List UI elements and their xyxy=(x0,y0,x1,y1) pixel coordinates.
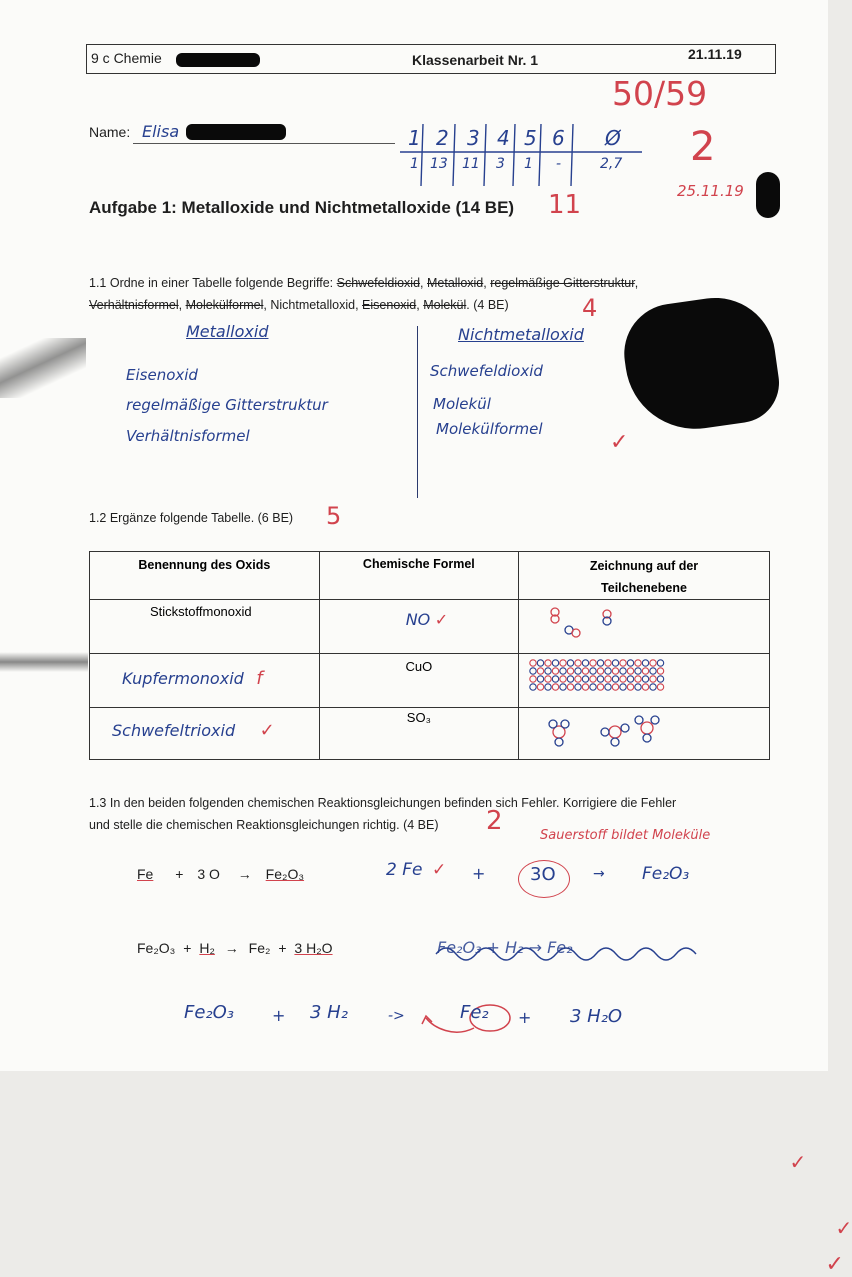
task-number-5: 5 xyxy=(524,126,537,150)
lattice-particle xyxy=(582,660,588,666)
task-number-average: Ø xyxy=(605,126,621,150)
lattice-particle xyxy=(552,676,558,682)
lattice-particle xyxy=(537,676,543,682)
q11-points: 4 xyxy=(582,294,597,322)
table-row xyxy=(90,654,770,708)
lattice-particle xyxy=(650,660,656,666)
lattice-particle xyxy=(590,668,596,674)
lattice-particle xyxy=(545,684,551,690)
lattice-particle xyxy=(575,660,581,666)
lattice-particle xyxy=(627,676,633,682)
lattice-particle xyxy=(560,668,566,674)
lattice-particle xyxy=(530,684,536,690)
eq1-fix-c: Fe₂O₃ xyxy=(642,864,689,884)
lattice-particle xyxy=(635,668,641,674)
eq1-fix-b: 3O xyxy=(530,864,556,885)
lattice-particle xyxy=(560,660,566,666)
oxide-table xyxy=(89,551,770,760)
redaction-mark xyxy=(176,53,260,67)
table-header-cell xyxy=(519,552,770,600)
eq1-arrow: → xyxy=(238,866,252,882)
nichtmetalloxid-item-3: Molekülformel xyxy=(436,420,543,438)
column-divider xyxy=(417,326,418,498)
table-cell xyxy=(519,708,770,760)
check-mark: ✓ xyxy=(435,610,448,629)
table-cell xyxy=(519,654,770,708)
lattice-particle xyxy=(612,660,618,666)
header-oxide-name: Benennung des Oxids xyxy=(90,552,319,572)
lattice-particle xyxy=(612,676,618,682)
particle-drawing-no xyxy=(519,600,769,648)
lattice-particle xyxy=(642,676,648,682)
check-mark: ✓ xyxy=(826,1252,844,1277)
eq1-fix-check: ✓ xyxy=(432,860,446,880)
table-cell xyxy=(319,600,518,654)
name-label: Name: xyxy=(89,124,130,140)
lattice-particle xyxy=(582,684,588,690)
lattice-particle xyxy=(530,668,536,674)
q13-comment: Sauerstoff bildet Moleküle xyxy=(540,828,710,843)
table-row xyxy=(90,708,770,760)
lattice-particle xyxy=(582,668,588,674)
lattice-particle xyxy=(567,660,573,666)
lattice-particle xyxy=(642,660,648,666)
eq2-term-b: H₂ xyxy=(199,940,215,956)
lattice-particle xyxy=(552,660,558,666)
task1-heading: Aufgabe 1: Metalloxide und Nichtmetalloxide (14 BE) xyxy=(89,198,514,218)
eq2-fix-plus1: + xyxy=(272,1006,285,1025)
header-drawing-line1: Zeichnung auf der xyxy=(590,559,698,573)
task-points-5: 1 xyxy=(524,156,533,172)
metalloxid-item-1: Eisenoxid xyxy=(126,366,198,384)
lattice-particle xyxy=(597,676,603,682)
q11-sep: , xyxy=(416,298,423,312)
q11-term-eisenoxid: Eisenoxid xyxy=(362,298,416,312)
lattice-particle xyxy=(605,660,611,666)
lattice-particle xyxy=(657,676,663,682)
lattice-particle xyxy=(567,684,573,690)
eq2-fix-c: Fe₂ xyxy=(460,1002,489,1023)
lattice-particle xyxy=(597,660,603,666)
lattice-particle xyxy=(620,684,626,690)
eq2-plus1: + xyxy=(183,940,191,956)
q11-term-gitterstruktur: regelmäßige Gitterstruktur xyxy=(490,276,635,290)
lattice-particle xyxy=(612,684,618,690)
metalloxid-item-2: regelmäßige Gitterstruktur xyxy=(126,396,328,414)
header-formula: Chemische Formel xyxy=(320,552,518,571)
lattice-particle xyxy=(627,684,633,690)
q11-term-molekuel: Molekül xyxy=(423,298,466,312)
table-cell xyxy=(90,654,320,708)
q12-prompt: 1.2 Ergänze folgende Tabelle. (6 BE) xyxy=(89,511,293,525)
eq2-term-d: 3 H₂O xyxy=(294,940,332,956)
redaction-mark xyxy=(756,172,780,218)
eq2-term-c: Fe₂ xyxy=(249,940,271,956)
lattice-particle xyxy=(545,676,551,682)
lattice-particle xyxy=(590,660,596,666)
task-points-6: - xyxy=(556,156,561,172)
q13-points: 2 xyxy=(486,806,503,836)
task-points-4: 3 xyxy=(496,156,505,172)
exam-title: Klassenarbeit Nr. 1 xyxy=(412,52,538,68)
q11-term-metalloxid: Metalloxid xyxy=(427,276,483,290)
q11-sep: , xyxy=(635,276,638,290)
error-mark: f xyxy=(256,668,262,689)
q11-sep: , xyxy=(483,276,490,290)
task-points-3: 11 xyxy=(462,156,480,172)
lattice-particle xyxy=(530,676,536,682)
lattice-particle xyxy=(545,668,551,674)
lattice-particle xyxy=(552,668,558,674)
q11-term-verhaeltnisformel: Verhältnisformel xyxy=(89,298,179,312)
oxide-name: Stickstoffmonoxid xyxy=(90,600,319,619)
lattice-particle xyxy=(537,668,543,674)
q11-sep: , Nichtmetalloxid, xyxy=(263,298,362,312)
lattice-particle xyxy=(627,660,633,666)
q11-text-end: . (4 BE) xyxy=(466,298,508,312)
table-row xyxy=(90,600,770,654)
table-cell xyxy=(519,600,770,654)
table-header-cell xyxy=(90,552,320,600)
oxide-name: Kupfermonoxid xyxy=(122,669,244,688)
lattice-particle xyxy=(650,684,656,690)
lattice-particle xyxy=(612,668,618,674)
eq2-arrow: → xyxy=(225,940,239,956)
eq2-fix-b: 3 H₂ xyxy=(310,1002,348,1023)
lattice-particle xyxy=(605,684,611,690)
lattice-particle xyxy=(620,660,626,666)
check-mark: ✓ xyxy=(836,1216,852,1240)
lattice-particle xyxy=(537,684,543,690)
signed-date: 25.11.19 xyxy=(677,182,744,200)
oxide-name: Schwefeltrioxid xyxy=(112,721,235,740)
eq2-scribble: Fe₂O₃ + H₂ → Fe₂ xyxy=(437,938,573,957)
name-underline xyxy=(133,143,395,144)
eq2-plus2: + xyxy=(278,940,286,956)
lattice-particle xyxy=(582,676,588,682)
lattice-particle xyxy=(650,676,656,682)
q13-prompt-line2: und stelle die chemischen Reaktionsgleichungen richtig. (4 BE) xyxy=(89,818,439,832)
header-drawing-line2: Teilchenebene xyxy=(601,581,687,595)
lattice-particle xyxy=(642,684,648,690)
binder-clip-shadow xyxy=(0,338,86,398)
q11-term-molekuelformel: Molekülformel xyxy=(186,298,264,312)
q11-term-schwefeldioxid: Schwefeldioxid xyxy=(337,276,420,290)
table-cell xyxy=(90,708,320,760)
eq1-printed xyxy=(137,866,304,882)
grade: 2 xyxy=(690,124,715,170)
student-name: Elisa xyxy=(142,122,179,141)
formula-value: NO xyxy=(406,610,431,629)
table-header-cell xyxy=(319,552,518,600)
lattice-particle xyxy=(575,668,581,674)
eq2-term-a: Fe₂O₃ xyxy=(137,940,175,956)
eq2-fix-d: 3 H₂O xyxy=(570,1006,622,1027)
eq1-fix-arrow: → xyxy=(593,866,605,882)
q11-sep: , xyxy=(420,276,427,290)
eq2-fix-a: Fe₂O₃ xyxy=(184,1002,234,1023)
lattice-particle xyxy=(620,676,626,682)
lattice-particle xyxy=(597,684,603,690)
lattice-particle xyxy=(590,684,596,690)
lattice-particle xyxy=(575,676,581,682)
task-number-3: 3 xyxy=(467,126,480,150)
particle-drawing-cuo-lattice xyxy=(519,654,769,702)
lattice-particle xyxy=(597,668,603,674)
lattice-particle xyxy=(657,684,663,690)
table-cell xyxy=(90,600,320,654)
eq1-term-b: 3 O xyxy=(197,866,220,882)
lattice-particle xyxy=(567,668,573,674)
q12-points: 5 xyxy=(326,502,341,530)
lattice-particle xyxy=(530,660,536,666)
nichtmetalloxid-column-heading: Nichtmetalloxid xyxy=(458,325,584,344)
lattice-particle xyxy=(545,660,551,666)
lattice-particle xyxy=(642,668,648,674)
q11-sep: , xyxy=(179,298,186,312)
task-points-2: 13 xyxy=(430,156,448,172)
lattice-particle xyxy=(605,676,611,682)
eq1-fix-plus: + xyxy=(472,864,485,883)
q11-text-start: 1.1 Ordne in einer Tabelle folgende Begriffe: xyxy=(89,276,337,290)
metalloxid-item-3: Verhältnisformel xyxy=(126,427,250,445)
task-number-6: 6 xyxy=(552,126,565,150)
eq1-term-c: Fe₂O₃ xyxy=(266,866,304,882)
lattice-particle xyxy=(635,684,641,690)
eq2-fix-plus2: + xyxy=(518,1008,531,1027)
task-points-1: 1 xyxy=(410,156,419,172)
q11-check-mark: ✓ xyxy=(610,430,628,455)
task-number-1: 1 xyxy=(408,126,421,150)
lattice-particle xyxy=(590,676,596,682)
metalloxid-column-heading: Metalloxid xyxy=(186,322,268,341)
nichtmetalloxid-item-2: Molekül xyxy=(433,395,491,413)
q13-prompt-line1: 1.3 In den beiden folgenden chemischen Reaktionsgleichungen befinden sich Fehler. Korrigiere die Fehler xyxy=(89,796,676,810)
check-mark: ✓ xyxy=(260,720,275,741)
eq2-printed xyxy=(137,940,333,956)
particle-drawing-so3 xyxy=(519,708,769,754)
lattice-particle xyxy=(537,660,543,666)
task-number-2: 2 xyxy=(436,126,449,150)
lattice-particle xyxy=(575,684,581,690)
formula-value: SO₃ xyxy=(320,708,518,725)
lattice-particle xyxy=(657,660,663,666)
task-number-4: 4 xyxy=(497,126,510,150)
lattice-particle xyxy=(605,668,611,674)
score: 50/59 xyxy=(612,74,707,113)
lattice-particle xyxy=(627,668,633,674)
lattice-particle xyxy=(635,660,641,666)
class-subject: 9 c Chemie xyxy=(91,50,162,66)
lattice-particle xyxy=(560,676,566,682)
eq1-term-a: Fe xyxy=(137,866,153,882)
task-points-average: 2,7 xyxy=(600,156,622,172)
binder-clip-shadow xyxy=(0,652,88,672)
task1-points: 11 xyxy=(548,190,581,220)
lattice-particle xyxy=(552,684,558,690)
scribble-overstrike xyxy=(434,940,714,968)
check-mark: ✓ xyxy=(790,1150,807,1174)
lattice-particle xyxy=(560,684,566,690)
redaction-mark xyxy=(186,124,286,140)
lattice-particle xyxy=(657,668,663,674)
lattice-particle xyxy=(567,676,573,682)
formula-value: CuO xyxy=(320,654,518,674)
lattice-particle xyxy=(620,668,626,674)
lattice-particle xyxy=(650,668,656,674)
nichtmetalloxid-item-1: Schwefeldioxid xyxy=(430,362,543,380)
exam-date: 21.11.19 xyxy=(688,46,742,62)
table-cell xyxy=(319,654,518,708)
eq1-fix-a: 2 Fe xyxy=(386,860,422,880)
eq2-fix-arrow: -> xyxy=(388,1008,405,1024)
lattice-particle xyxy=(635,676,641,682)
table-cell xyxy=(319,708,518,760)
table-header-row xyxy=(90,552,770,600)
eq1-plus: + xyxy=(175,866,183,882)
